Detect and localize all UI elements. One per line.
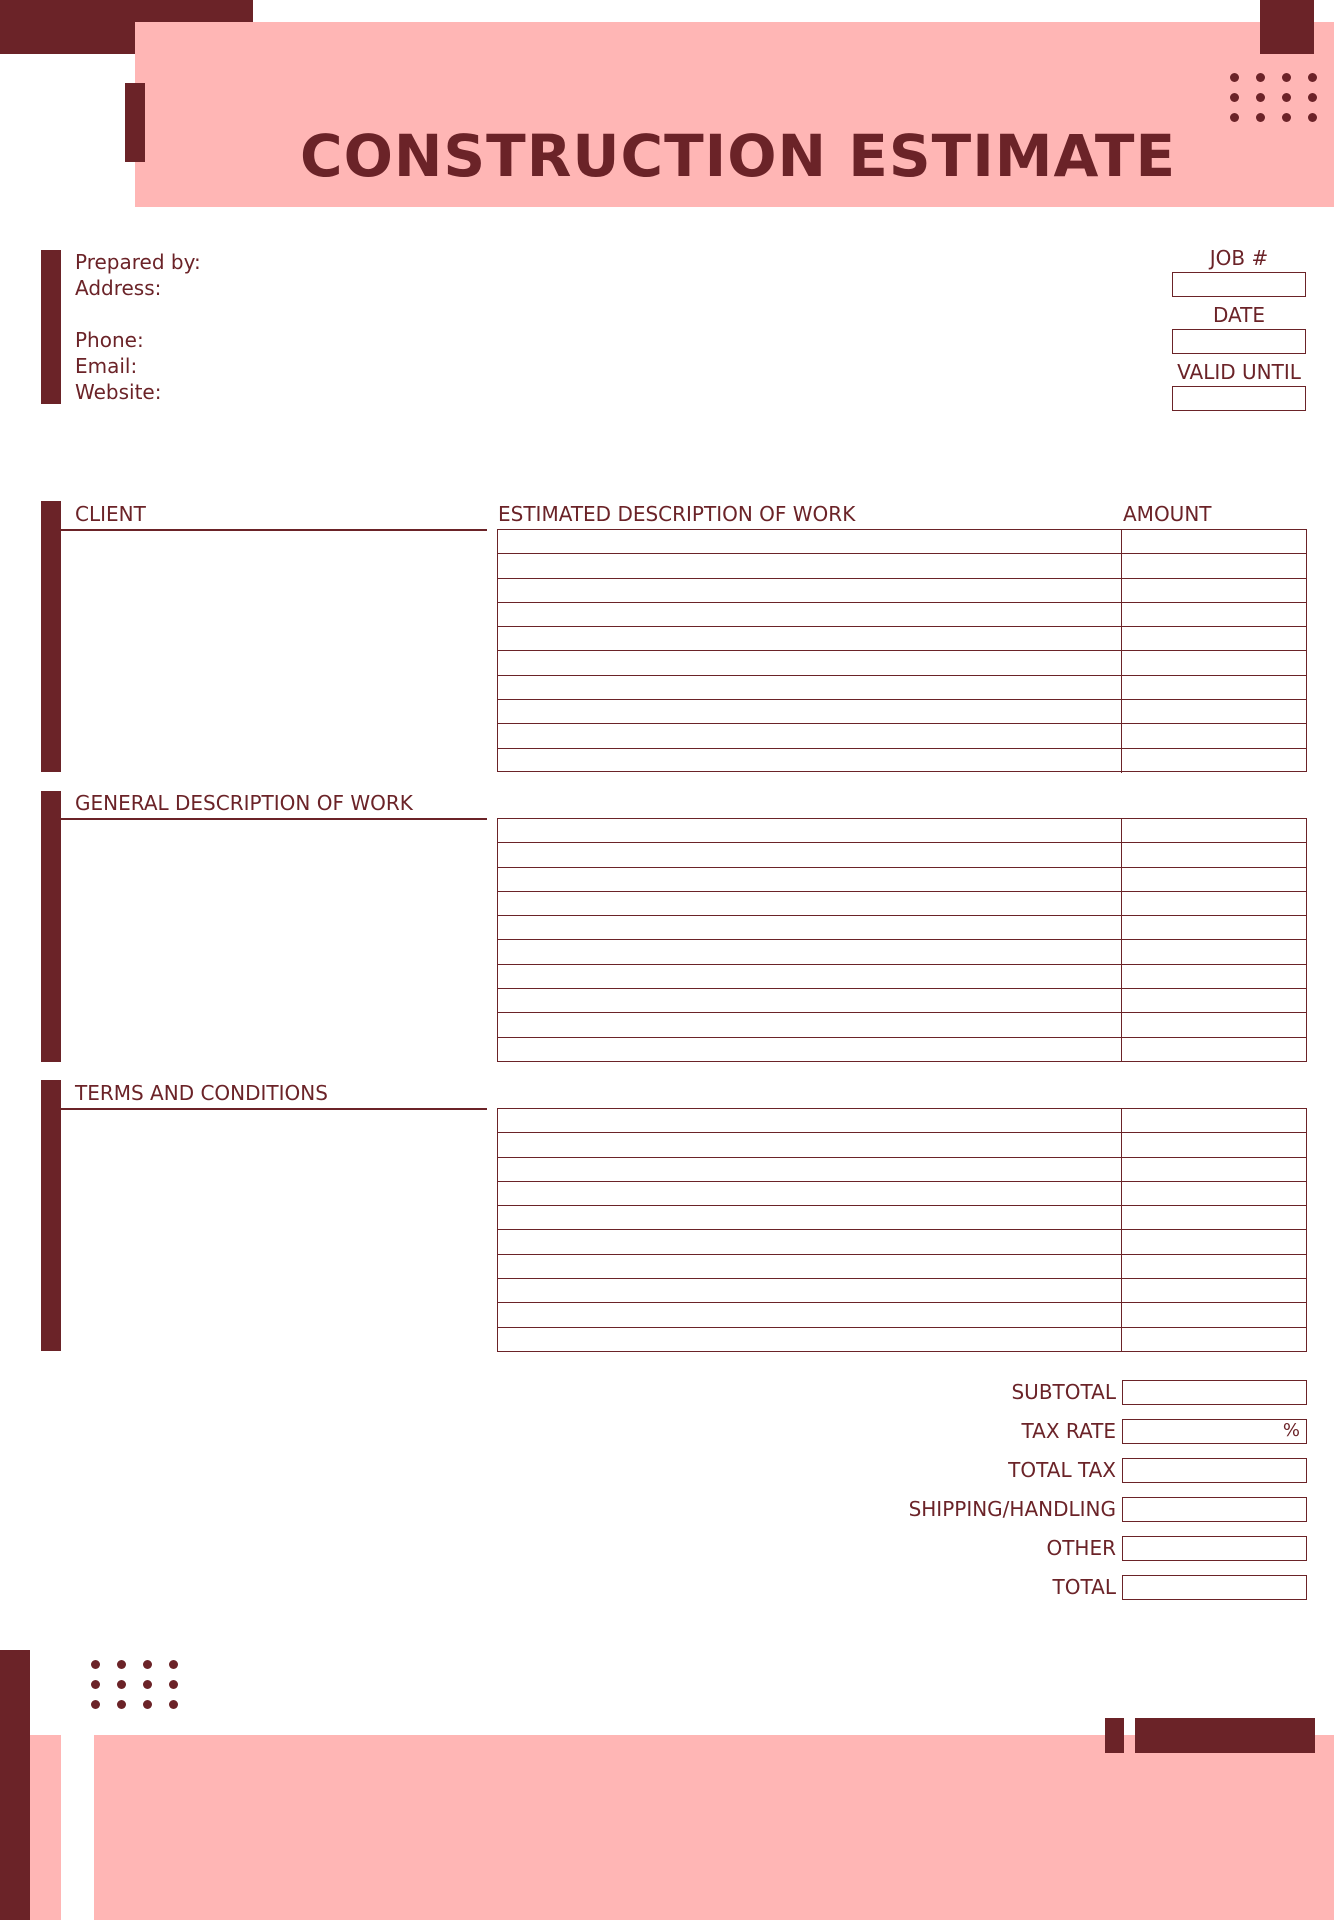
description-cell[interactable] bbox=[498, 989, 1122, 1012]
table-row bbox=[498, 1133, 1306, 1157]
description-cell[interactable] bbox=[498, 603, 1122, 626]
description-cell[interactable] bbox=[498, 1158, 1122, 1181]
valid-until-label: VALID UNTIL bbox=[1177, 360, 1301, 384]
amount-cell[interactable] bbox=[1122, 1109, 1306, 1132]
table-row bbox=[498, 868, 1306, 892]
amount-cell[interactable] bbox=[1122, 1230, 1306, 1253]
table-row bbox=[498, 1038, 1306, 1062]
line-items-table-3 bbox=[497, 1108, 1307, 1352]
email-label: Email: bbox=[75, 354, 138, 378]
description-cell[interactable] bbox=[498, 892, 1122, 915]
description-cell[interactable] bbox=[498, 843, 1122, 866]
preparer-accent-bar bbox=[41, 250, 61, 404]
header-accent-bar bbox=[125, 83, 145, 162]
client-heading: CLIENT bbox=[75, 502, 146, 526]
footer-small-block bbox=[1105, 1718, 1124, 1753]
terms-rule bbox=[61, 1108, 487, 1110]
description-cell[interactable] bbox=[498, 1230, 1122, 1253]
amount-cell[interactable] bbox=[1122, 1038, 1306, 1062]
amount-cell[interactable] bbox=[1122, 1328, 1306, 1352]
amount-cell[interactable] bbox=[1122, 627, 1306, 650]
table-row bbox=[498, 749, 1306, 773]
description-cell[interactable] bbox=[498, 579, 1122, 602]
subtotal-label: SUBTOTAL bbox=[1011, 1380, 1116, 1404]
table-row bbox=[498, 1013, 1306, 1037]
total-field[interactable] bbox=[1122, 1575, 1307, 1600]
line-items-table-1 bbox=[497, 529, 1307, 772]
amount-cell[interactable] bbox=[1122, 940, 1306, 963]
table-row bbox=[498, 965, 1306, 989]
description-cell[interactable] bbox=[498, 965, 1122, 988]
general-description-heading: GENERAL DESCRIPTION OF WORK bbox=[75, 791, 413, 815]
table-row bbox=[498, 651, 1306, 675]
table-row bbox=[498, 530, 1306, 554]
general-accent-bar bbox=[41, 791, 61, 1062]
description-cell[interactable] bbox=[498, 651, 1122, 674]
amount-cell[interactable] bbox=[1122, 1279, 1306, 1302]
other-label: OTHER bbox=[1046, 1536, 1116, 1560]
description-cell[interactable] bbox=[498, 749, 1122, 773]
footer-band bbox=[94, 1735, 1334, 1920]
description-cell[interactable] bbox=[498, 868, 1122, 891]
subtotal-field[interactable] bbox=[1122, 1380, 1307, 1405]
amount-cell[interactable] bbox=[1122, 676, 1306, 699]
amount-cell[interactable] bbox=[1122, 603, 1306, 626]
amount-cell[interactable] bbox=[1122, 1158, 1306, 1181]
amount-cell[interactable] bbox=[1122, 1303, 1306, 1326]
tax-rate-field[interactable] bbox=[1122, 1419, 1307, 1444]
description-cell[interactable] bbox=[498, 1133, 1122, 1156]
address-label: Address: bbox=[75, 276, 162, 300]
amount-cell[interactable] bbox=[1122, 749, 1306, 773]
table-row bbox=[498, 1206, 1306, 1230]
other-field[interactable] bbox=[1122, 1536, 1307, 1561]
amount-cell[interactable] bbox=[1122, 916, 1306, 939]
table-row bbox=[498, 1230, 1306, 1254]
client-rule bbox=[61, 529, 487, 531]
terms-accent-bar bbox=[41, 1080, 61, 1351]
description-cell[interactable] bbox=[498, 1206, 1122, 1229]
amount-cell[interactable] bbox=[1122, 1255, 1306, 1278]
shipping-handling-label: SHIPPING/HANDLING bbox=[908, 1497, 1116, 1521]
amount-cell[interactable] bbox=[1122, 1013, 1306, 1036]
table-row bbox=[498, 1109, 1306, 1133]
amount-cell[interactable] bbox=[1122, 819, 1306, 842]
table-row bbox=[498, 603, 1306, 627]
terms-heading: TERMS AND CONDITIONS bbox=[75, 1081, 328, 1105]
job-number-label: JOB # bbox=[1209, 246, 1269, 270]
description-cell[interactable] bbox=[498, 554, 1122, 577]
footer-left-bar bbox=[0, 1650, 30, 1920]
footer-right-bar bbox=[1135, 1718, 1315, 1753]
table-row bbox=[498, 989, 1306, 1013]
description-cell[interactable] bbox=[498, 676, 1122, 699]
percent-sign: % bbox=[1282, 1420, 1300, 1441]
description-cell[interactable] bbox=[498, 1013, 1122, 1036]
amount-cell[interactable] bbox=[1122, 530, 1306, 553]
table-row bbox=[498, 700, 1306, 724]
total-tax-label: TOTAL TAX bbox=[1008, 1458, 1116, 1482]
description-cell[interactable] bbox=[498, 1255, 1122, 1278]
valid-until-field[interactable] bbox=[1172, 386, 1306, 411]
amount-cell[interactable] bbox=[1122, 1133, 1306, 1156]
table-row bbox=[498, 554, 1306, 578]
job-number-field[interactable] bbox=[1172, 272, 1306, 297]
amount-cell[interactable] bbox=[1122, 892, 1306, 915]
date-label: DATE bbox=[1212, 303, 1266, 327]
prepared-by-label: Prepared by: bbox=[75, 250, 201, 274]
amount-cell[interactable] bbox=[1122, 1206, 1306, 1229]
client-accent-bar bbox=[41, 501, 61, 772]
description-cell[interactable] bbox=[498, 916, 1122, 939]
description-cell[interactable] bbox=[498, 819, 1122, 842]
table-row bbox=[498, 1279, 1306, 1303]
amount-cell[interactable] bbox=[1122, 868, 1306, 891]
table-row bbox=[498, 579, 1306, 603]
amount-cell[interactable] bbox=[1122, 965, 1306, 988]
table-row bbox=[498, 916, 1306, 940]
table-row bbox=[498, 940, 1306, 964]
amount-cell[interactable] bbox=[1122, 700, 1306, 723]
description-cell[interactable] bbox=[498, 940, 1122, 963]
description-cell[interactable] bbox=[498, 1182, 1122, 1205]
description-cell[interactable] bbox=[498, 1303, 1122, 1326]
table-row bbox=[498, 892, 1306, 916]
amount-cell[interactable] bbox=[1122, 651, 1306, 674]
description-cell[interactable] bbox=[498, 530, 1122, 553]
total-tax-field[interactable] bbox=[1122, 1458, 1307, 1483]
line-items-table-2 bbox=[497, 818, 1307, 1062]
table-row bbox=[498, 819, 1306, 843]
total-label: TOTAL bbox=[1052, 1575, 1116, 1599]
page-title: CONSTRUCTION ESTIMATE bbox=[300, 122, 1177, 190]
table-row bbox=[498, 676, 1306, 700]
description-cell[interactable] bbox=[498, 627, 1122, 650]
general-description-rule bbox=[61, 818, 487, 820]
description-cell[interactable] bbox=[498, 1109, 1122, 1132]
table-row bbox=[498, 843, 1306, 867]
table-row bbox=[498, 1182, 1306, 1206]
tax-rate-label: TAX RATE bbox=[1021, 1419, 1116, 1443]
table-row bbox=[498, 1158, 1306, 1182]
phone-label: Phone: bbox=[75, 328, 144, 352]
amount-cell[interactable] bbox=[1122, 554, 1306, 577]
description-cell[interactable] bbox=[498, 700, 1122, 723]
amount-cell[interactable] bbox=[1122, 579, 1306, 602]
description-cell[interactable] bbox=[498, 1038, 1122, 1062]
amount-cell[interactable] bbox=[1122, 1182, 1306, 1205]
description-column-header: ESTIMATED DESCRIPTION OF WORK bbox=[498, 502, 856, 526]
website-label: Website: bbox=[75, 380, 162, 404]
table-row bbox=[498, 627, 1306, 651]
amount-cell[interactable] bbox=[1122, 724, 1306, 747]
table-row bbox=[498, 1255, 1306, 1279]
amount-column-header: AMOUNT bbox=[1123, 502, 1212, 526]
table-row bbox=[498, 724, 1306, 748]
amount-cell[interactable] bbox=[1122, 989, 1306, 1012]
amount-cell[interactable] bbox=[1122, 843, 1306, 866]
table-row bbox=[498, 1303, 1306, 1327]
top-right-block bbox=[1260, 0, 1314, 54]
description-cell[interactable] bbox=[498, 1328, 1122, 1352]
table-row bbox=[498, 1328, 1306, 1352]
date-field[interactable] bbox=[1172, 329, 1306, 354]
description-cell[interactable] bbox=[498, 724, 1122, 747]
description-cell[interactable] bbox=[498, 1279, 1122, 1302]
shipping-handling-field[interactable] bbox=[1122, 1497, 1307, 1522]
